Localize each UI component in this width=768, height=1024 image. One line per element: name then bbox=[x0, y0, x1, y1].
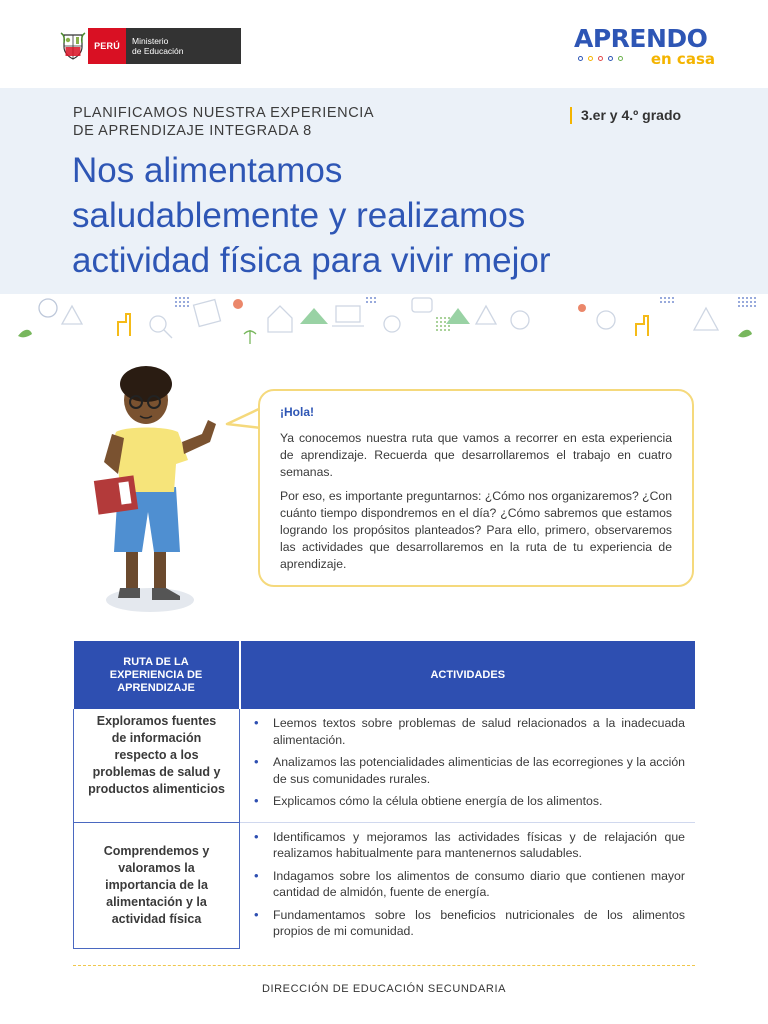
magnifier-icon bbox=[597, 311, 615, 329]
title-line3: actividad física para vivir mejor bbox=[72, 241, 551, 280]
ministry-label bbox=[126, 28, 241, 64]
list-item: • Indagamos sobre los alimentos de consumo diario que contienen mayor cantidad de almidón, fuente de energía. bbox=[254, 868, 685, 901]
title-line2: saludablemente y realizamos bbox=[72, 196, 526, 235]
experience-kicker bbox=[73, 104, 374, 140]
kicker-line2: DE APRENDIZAJE INTEGRADA 8 bbox=[73, 123, 312, 139]
activities-list bbox=[254, 715, 685, 810]
brand-dots-icon bbox=[578, 56, 623, 61]
dots-grid-icon bbox=[175, 298, 189, 306]
tree-icon bbox=[446, 308, 470, 324]
route-stage: Exploramos fuentes de información respecto a los problemas de salud y productos alimenticios bbox=[74, 709, 240, 822]
table-row bbox=[74, 822, 696, 948]
footer-text: DIRECCIÓN DE EDUCACIÓN SECUNDARIA bbox=[261, 983, 507, 995]
flower-icon bbox=[233, 299, 243, 309]
list-item: • Explicamos cómo la célula obtiene energía de los alimentos. bbox=[254, 793, 685, 810]
header-route: RUTA DE LA EXPERIENCIA DE APRENDIZAJE bbox=[74, 641, 240, 709]
speech-bubble bbox=[258, 389, 694, 587]
title-section bbox=[0, 88, 768, 294]
play-button-icon bbox=[412, 298, 432, 312]
shapes-icon bbox=[511, 311, 529, 329]
leaf-icon bbox=[18, 330, 32, 338]
table-row bbox=[74, 709, 696, 822]
ministry-line1: Ministerio bbox=[132, 36, 169, 46]
page-title bbox=[72, 148, 712, 283]
brand-top-text: APRENDO bbox=[574, 24, 708, 53]
activities-list bbox=[254, 829, 685, 940]
list-item: • Identificamos y mejoramos las actividades físicas y de relajación que realizamos habitualmente para mantenernos saludables. bbox=[254, 829, 685, 862]
activities-cell bbox=[240, 822, 696, 948]
footer-divider bbox=[73, 965, 695, 966]
magnifier-icon bbox=[384, 316, 400, 332]
laptop-icon bbox=[332, 306, 364, 326]
kicker-line1: PLANIFICAMOS NUESTRA EXPERIENCIA bbox=[73, 105, 375, 121]
circle-doodle-icon bbox=[39, 299, 57, 317]
book-icon bbox=[194, 300, 221, 327]
brand-bottom-text: en casa bbox=[650, 50, 715, 68]
peru-coat-of-arms-icon bbox=[58, 28, 88, 64]
greeting-text: ¡Hola! bbox=[280, 405, 314, 419]
list-item: • Fundamentamos sobre los beneficios nutricionales de los alimentos propios de mi comunidad. bbox=[254, 907, 685, 940]
house-icon bbox=[268, 306, 292, 332]
header-activities: ACTIVIDADES bbox=[240, 641, 696, 709]
flower-icon bbox=[578, 304, 586, 312]
rocket-icon bbox=[694, 308, 718, 330]
ministry-line2: de Educación bbox=[132, 46, 184, 56]
plant-icon bbox=[244, 330, 256, 344]
list-item: • Analizamos las potencialidades alimenticias de las ecorregiones y la acción de sus comunidades rurales. bbox=[254, 754, 685, 787]
magnifier-icon bbox=[150, 316, 172, 338]
ministry-logo bbox=[58, 28, 241, 64]
student-character-illustration bbox=[90, 362, 230, 618]
llama-icon bbox=[118, 314, 130, 336]
route-stage: Comprendemos y valoramos la importancia de la alimentación y la actividad física bbox=[74, 822, 240, 948]
list-item: • Leemos textos sobre problemas de salud relacionados a la inadecuada alimentación. bbox=[254, 715, 685, 748]
tree-icon bbox=[300, 308, 328, 324]
dots-grid-icon bbox=[366, 298, 378, 302]
learning-route-table bbox=[73, 641, 695, 949]
dots-grid-icon bbox=[660, 298, 674, 302]
dots-grid-icon bbox=[738, 298, 758, 306]
grade-label: 3.er y 4.º grado bbox=[570, 107, 681, 124]
leaf-icon bbox=[738, 330, 752, 338]
aprendo-en-casa-logo bbox=[574, 26, 719, 68]
bubble-paragraph-1: Ya conocemos nuestra ruta que vamos a recorrer en esta experiencia de aprendizaje. Recuerda que desarrollaremos el trabajo en cuatro semanas. bbox=[280, 431, 672, 479]
llama-icon bbox=[636, 316, 648, 336]
decorative-icon-strip bbox=[0, 294, 768, 350]
peru-label: PERÚ bbox=[88, 28, 126, 64]
rocket-icon bbox=[62, 306, 82, 324]
bubble-paragraph-2: Por eso, es importante preguntarnos: ¿Cómo nos organizaremos? ¿Con cuánto tiempo dispondremos en el día? ¿Cómo sabremos que estamos logrando los propósitos planteados? Para ello, primero, observaremos las actividades que desarrollaremos en la ruta de tu experiencia de aprendizaje. bbox=[280, 489, 672, 571]
table-header-row bbox=[74, 641, 696, 709]
activities-cell bbox=[240, 709, 696, 822]
title-line1: Nos alimentamos bbox=[72, 151, 343, 190]
rocket-icon bbox=[476, 306, 496, 324]
